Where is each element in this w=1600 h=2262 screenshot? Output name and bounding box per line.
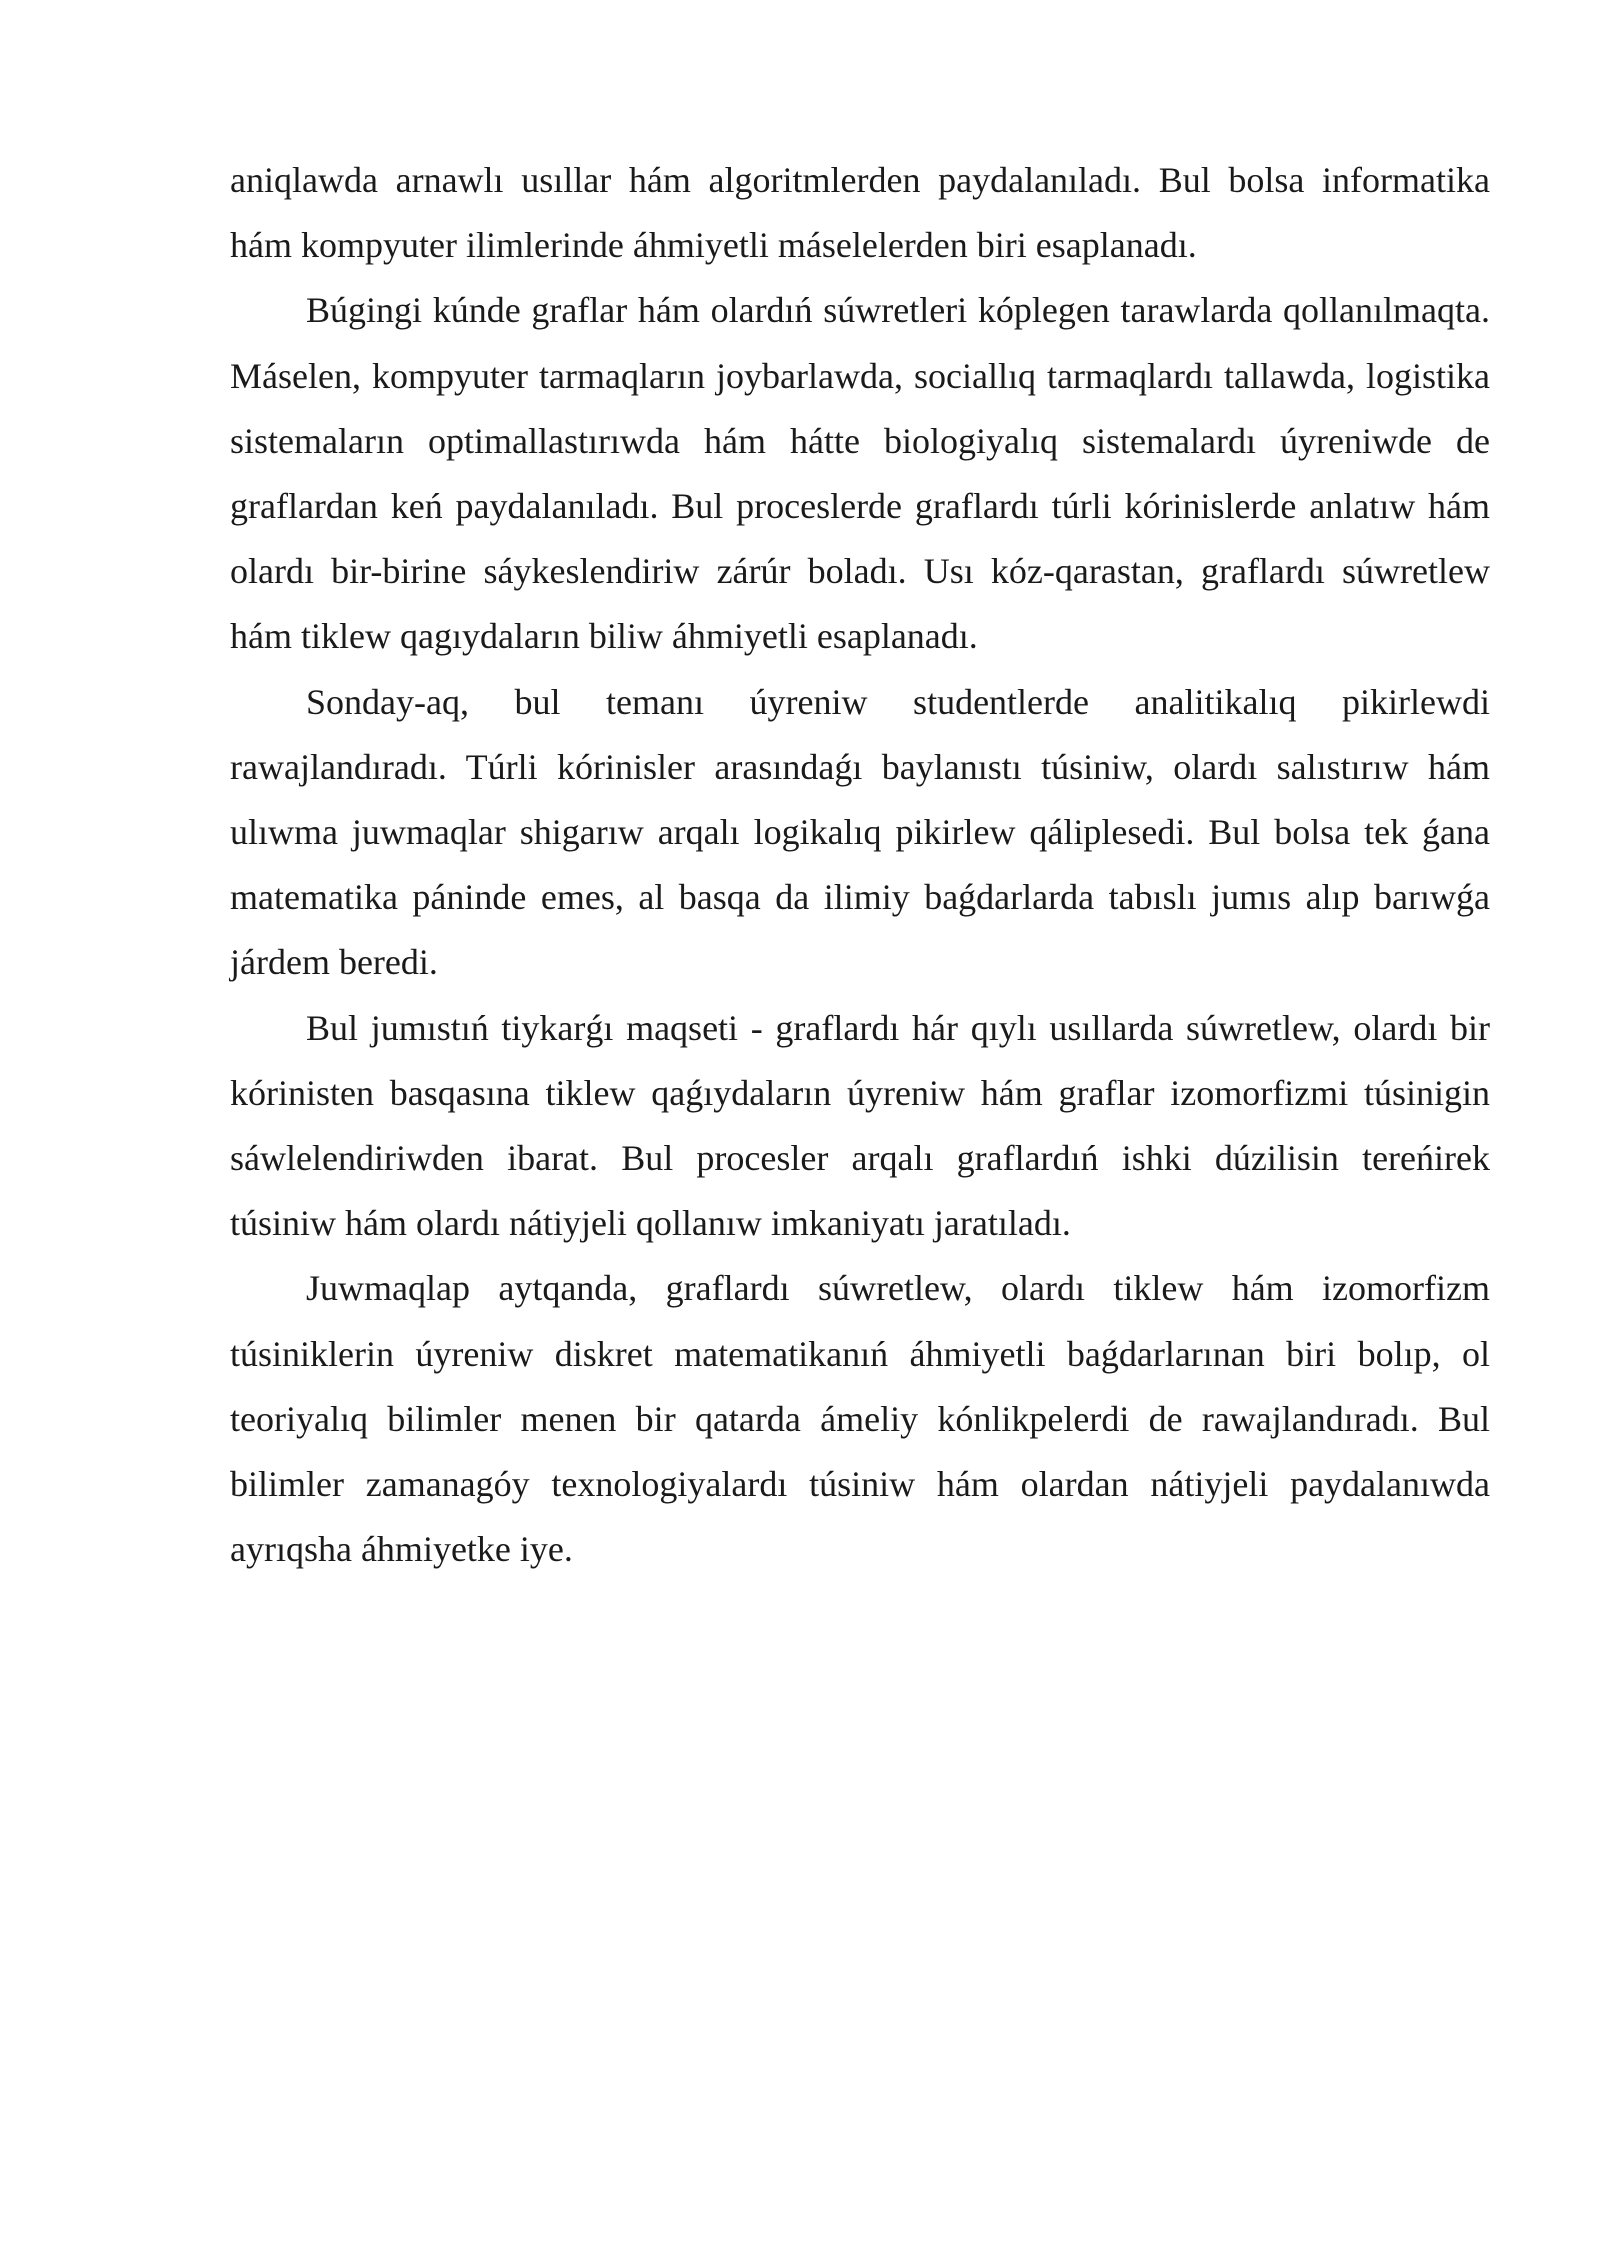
- paragraph-applications: Búgingi kúnde graflar hám olardıń súwretleri kóplegen tarawlarda qollanılmaqta. Máselen, kompyuter tarmaqların joybarlawda, sociallıq tarmaqlardı tallawda, logistika sistemaların optimallastırıwda hám hátte biologiyalıq sistemalardı úyreniwde de graflardan keń paydalanıladı. Bul proceslerde graflardı túrli kórinislerde anlatıw hám olardı bir-birine sáykeslendiriw zárúr boladı. Usı kóz-qarastan, graflardı súwretlew hám tiklew qagıydaların biliw áhmiyetli esaplanadı.: [230, 290, 1490, 657]
- paragraph-analytical-thinking: Sonday-aq, bul temanı úyreniw studentlerde analitikalıq pikirlewdi rawajlandıradı. Túrli kórinisler arasındaǵı baylanıstı túsiniw, olardı salıstırıw hám ulıwma juwmaqlar shigarıw arqalı logikalıq pikirlew qáliplesedi. Bul bolsa tek ǵana matematika páninde emes, al basqa da ilimiy baǵdarlarda tabıslı jumıs alıp barıwǵa járdem beredi.: [230, 681, 1490, 983]
- paragraph-work-goal: Bul jumıstıń tiykarǵı maqseti - graflardı hár qıylı usıllarda súwretlew, olardı bir kórinisten basqasına tiklew qaǵıydaların úyreniw hám graflar izomorfizmi túsinigin sáwlelendiriwden ibarat. Bul procesler arqalı graflardıń ishki dúzilisin tereńirek túsiniw hám olardı nátiyjeli qollanıw imkaniyatı jaratıladı.: [230, 1007, 1490, 1244]
- document-body: [230, 148, 1490, 1582]
- paragraph-continuation: aniqlawda arnawlı usıllar hám algoritmlerden paydalanıladı. Bul bolsa informatika hám kompyuter ilimlerinde áhmiyetli máselelerden biri esaplanadı.: [230, 160, 1490, 266]
- paragraph-conclusion: Juwmaqlap aytqanda, graflardı súwretlew, olardı tiklew hám izomorfizm túsiniklerin úyreniw diskret matematikanıń áhmiyetli baǵdarlarınan biri bolıp, ol teoriyalıq bilimler menen bir qatarda ámeliy kónlikpelerdi de rawajlandıradı. Bul bilimler zamanagóy texnologiyalardı túsiniw hám olardan nátiyjeli paydalanıwda ayrıqsha áhmiyetke iye.: [230, 1268, 1490, 1570]
